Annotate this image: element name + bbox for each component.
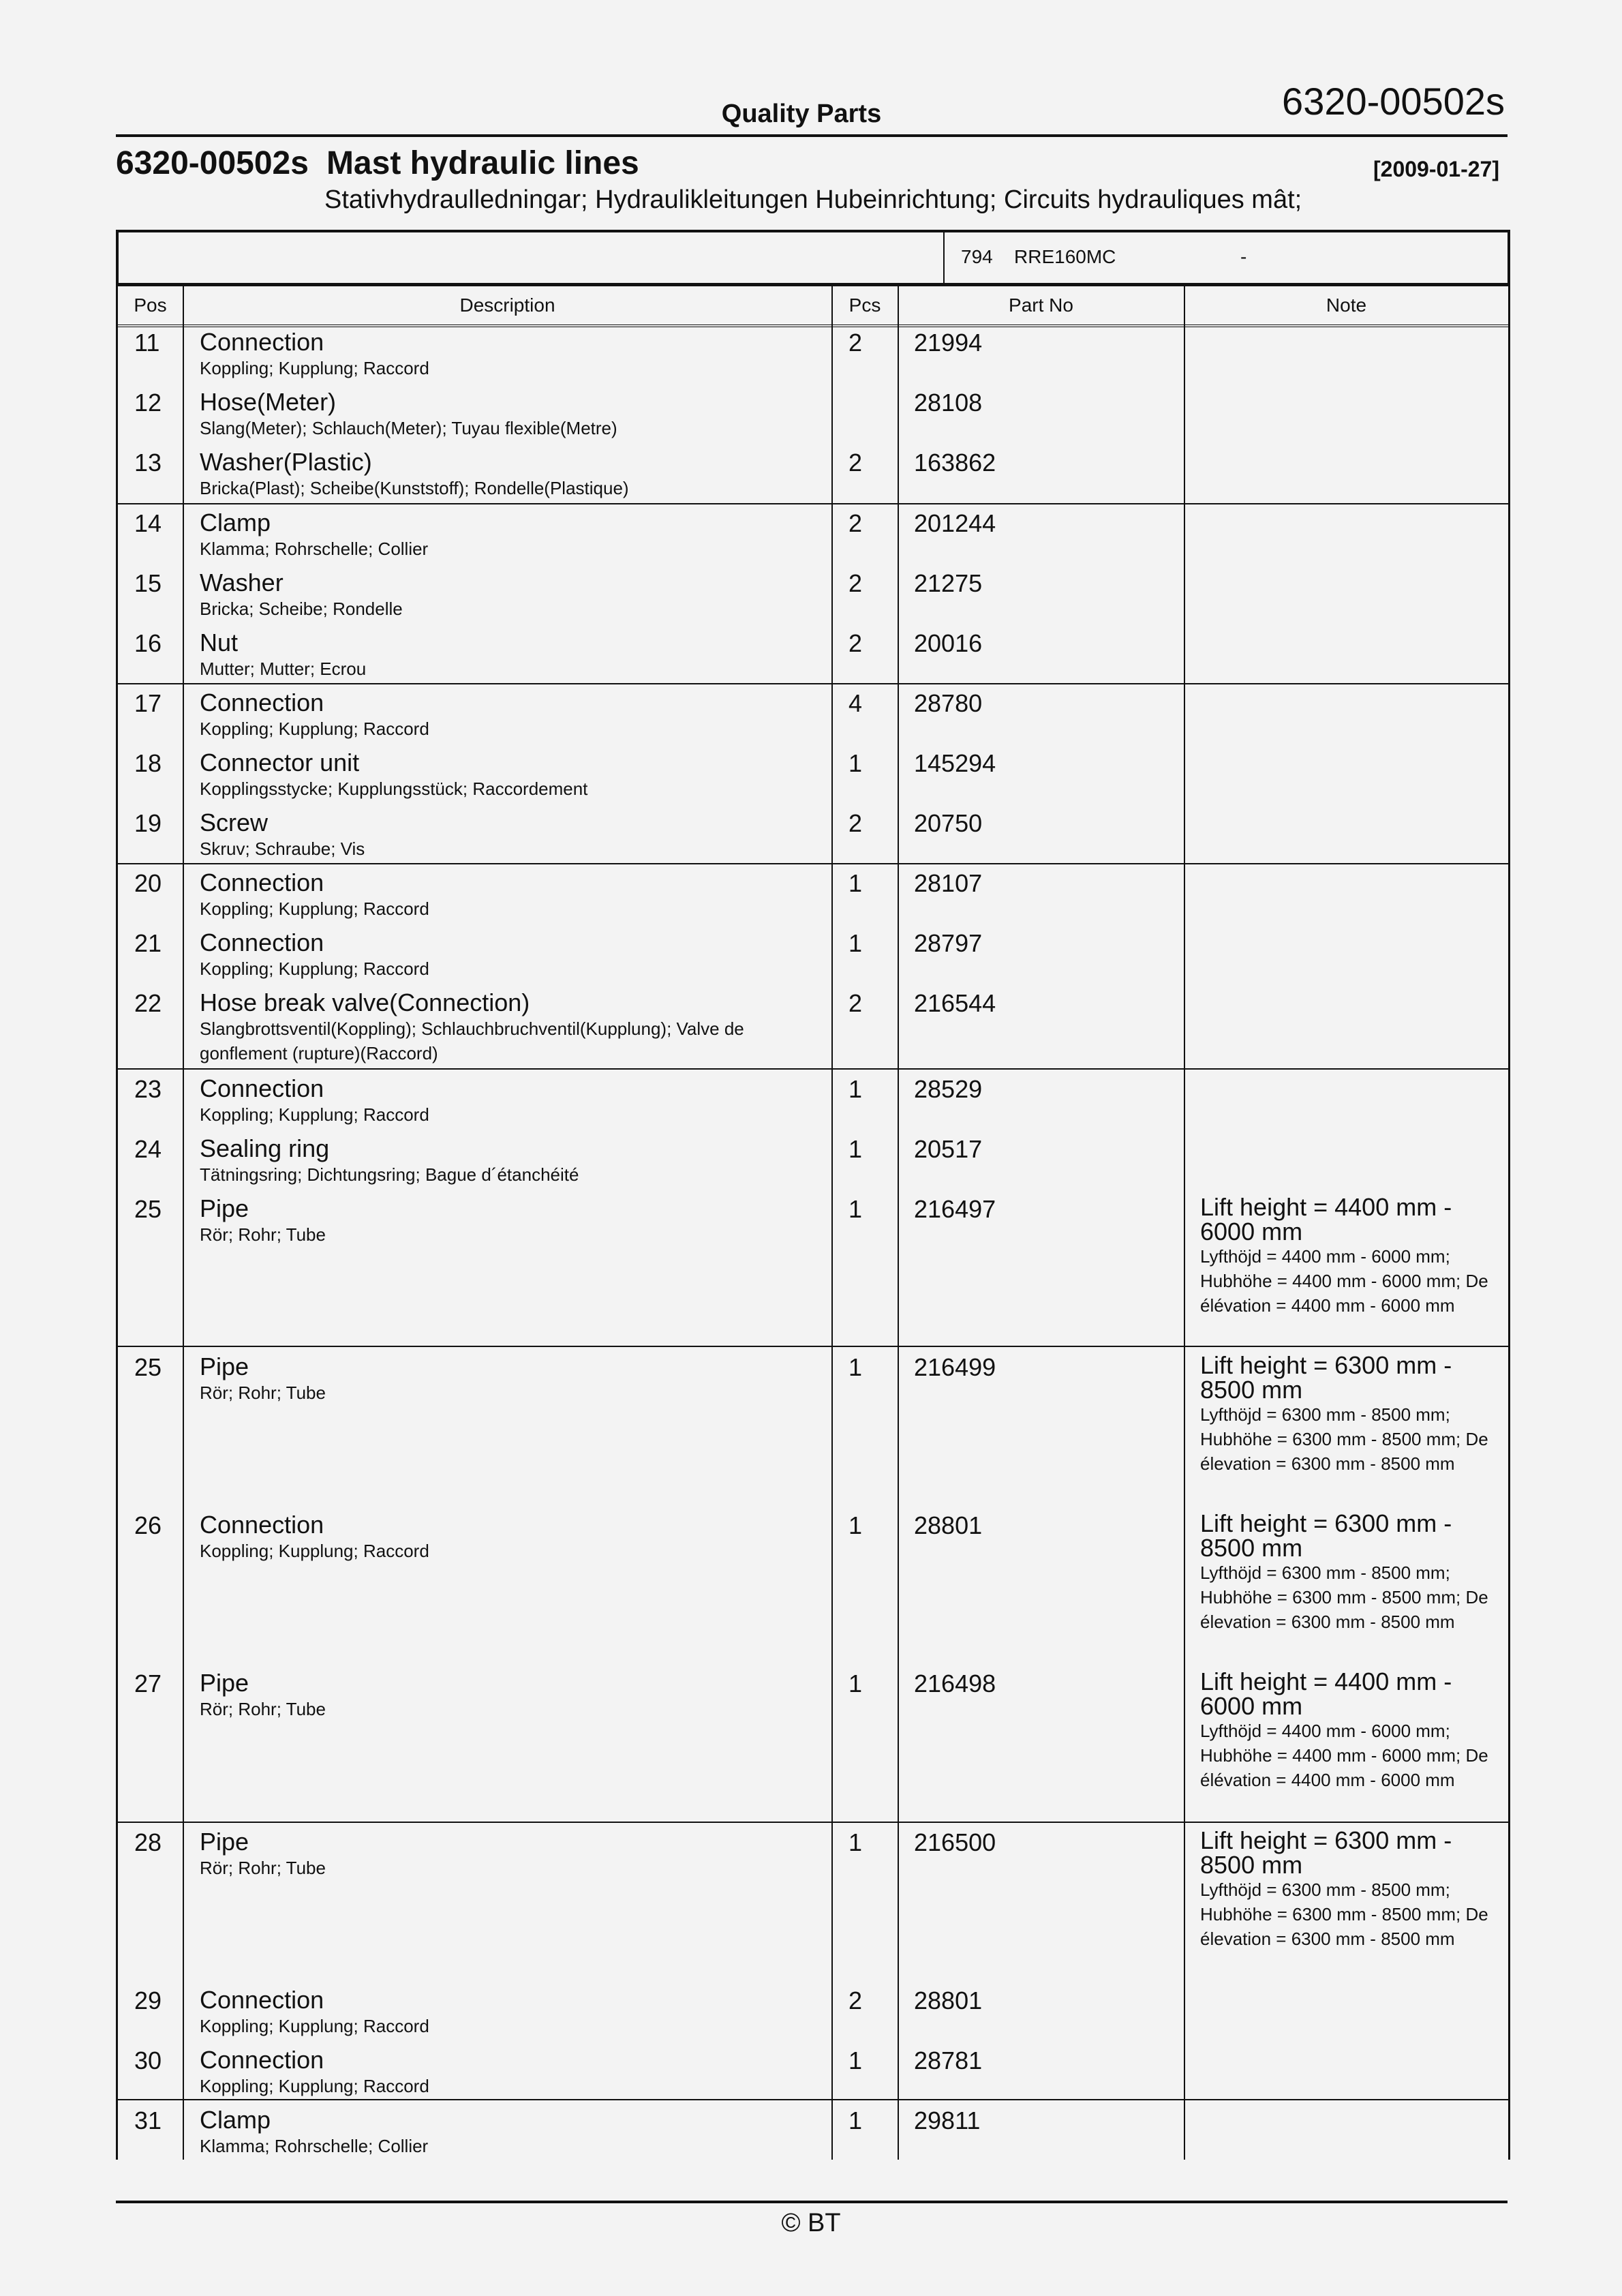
- cell-part-no: 216500: [914, 1828, 996, 1856]
- description-main: Connection: [200, 689, 324, 716]
- description-main: Connection: [200, 2046, 324, 2074]
- description-main: Connection: [200, 1986, 324, 2014]
- description-translations: Rör; Rohr; Tube: [200, 1383, 326, 1403]
- cell-pcs: 1: [848, 1670, 863, 1697]
- note-main: Lift height = 4400 mm - 6000 mm: [1200, 1193, 1452, 1245]
- group-separator: [118, 1346, 1508, 1347]
- cell-pos: 16: [134, 629, 162, 657]
- note-translations: Lyfthöjd = 4400 mm - 6000 mm; Hubhöhe = 4400 mm - 6000 mm; De élévation = 4400 mm - 6000 mm: [1200, 1721, 1488, 1790]
- col-line-pos: [183, 284, 184, 2160]
- cell-part-no: 28780: [914, 689, 983, 717]
- note-main: Lift height = 6300 mm - 8500 mm: [1200, 1351, 1452, 1404]
- description-translations: Bricka; Scheibe; Rondelle: [200, 599, 403, 619]
- cell-pcs: 2: [848, 629, 863, 657]
- cell-description: [200, 629, 813, 681]
- cell-pcs: 4: [848, 689, 863, 717]
- cell-pcs: 1: [848, 749, 863, 777]
- description-translations: Rör; Rohr; Tube: [200, 1858, 326, 1878]
- cell-pos: 12: [134, 389, 162, 417]
- doc-subtitle: Stativhydraulledningar; Hydraulikleitungen Hubeinrichtung; Circuits hydrauliques mât;: [324, 185, 1302, 214]
- cell-pos: 20: [134, 869, 162, 897]
- col-line-pcs: [898, 284, 899, 2160]
- cell-pcs: 1: [848, 1353, 863, 1381]
- group-separator: [118, 863, 1508, 864]
- group-separator: [118, 503, 1508, 504]
- cell-pos: 25: [134, 1195, 162, 1223]
- cell-pcs: 1: [848, 1075, 863, 1103]
- cell-pos: 25: [134, 1353, 162, 1381]
- parts-table: [116, 284, 1510, 2160]
- description-translations: Slangbrottsventil(Koppling); Schlauchbruchventil(Kupplung); Valve de gonflement (rupture)(Raccord): [200, 1018, 744, 1063]
- th-pcs: Pcs: [848, 294, 881, 316]
- cell-description: [200, 1987, 813, 2038]
- cell-pos: 30: [134, 2046, 162, 2074]
- cell-part-no: 20750: [914, 809, 983, 837]
- cell-pcs: 1: [848, 869, 863, 897]
- description-main: Connection: [200, 868, 324, 896]
- description-main: Clamp: [200, 509, 271, 537]
- description-main: Connection: [200, 1511, 324, 1539]
- col-line-part: [1184, 284, 1185, 2160]
- cell-description: [200, 569, 813, 621]
- cell-part-no: 28529: [914, 1075, 983, 1103]
- description-main: Washer(Plastic): [200, 448, 372, 476]
- cell-pcs: 2: [848, 989, 863, 1017]
- cell-pos: 14: [134, 509, 162, 537]
- description-translations: Mutter; Mutter; Ecrou: [200, 659, 367, 679]
- group-separator: [118, 683, 1508, 684]
- cell-description: [200, 509, 813, 561]
- cell-pcs: 2: [848, 1987, 863, 2014]
- description-main: Hose(Meter): [200, 388, 337, 416]
- col-line-desc: [831, 284, 833, 2160]
- table-header: [118, 284, 1508, 327]
- cell-pcs: 2: [848, 449, 863, 477]
- cell-description: [200, 2106, 813, 2158]
- cell-part-no: 216498: [914, 1670, 996, 1697]
- page-header-code: 6320-00502s: [1282, 80, 1505, 123]
- cell-pos: 17: [134, 689, 162, 717]
- description-main: Washer: [200, 569, 284, 596]
- description-translations: Kopplingsstycke; Kupplungsstück; Raccordement: [200, 779, 588, 799]
- cell-note: [1200, 1828, 1500, 1951]
- cell-pos: 27: [134, 1670, 162, 1697]
- cell-part-no: 201244: [914, 509, 996, 537]
- description-translations: Koppling; Kupplung; Raccord: [200, 358, 429, 378]
- note-main: Lift height = 6300 mm - 8500 mm: [1200, 1509, 1452, 1562]
- cell-description: [200, 1828, 813, 1880]
- description-main: Hose break valve(Connection): [200, 988, 530, 1016]
- description-main: Connector unit: [200, 749, 360, 776]
- cell-note: [1200, 1667, 1500, 1792]
- header-rule: [116, 134, 1508, 137]
- cell-part-no: 216499: [914, 1353, 996, 1381]
- cell-pos: 15: [134, 569, 162, 597]
- cell-part-no: 216497: [914, 1195, 996, 1223]
- cell-part-no: 163862: [914, 449, 996, 477]
- cell-pcs: 2: [848, 569, 863, 597]
- description-translations: Skruv; Schraube; Vis: [200, 839, 365, 859]
- doc-title-text: Mast hydraulic lines: [326, 145, 639, 181]
- model-box: [116, 230, 1510, 286]
- cell-pos: 22: [134, 989, 162, 1017]
- note-translations: Lyfthöjd = 6300 mm - 8500 mm; Hubhöhe = 6300 mm - 8500 mm; De élevation = 6300 mm - 8500 mm: [1200, 1879, 1488, 1949]
- cell-part-no: 20517: [914, 1135, 983, 1163]
- note-translations: Lyfthöjd = 6300 mm - 8500 mm; Hubhöhe = 6300 mm - 8500 mm; De élevation = 6300 mm - 8500 mm: [1200, 1562, 1488, 1632]
- description-translations: Koppling; Kupplung; Raccord: [200, 719, 429, 739]
- description-main: Connection: [200, 1074, 324, 1102]
- description-translations: Koppling; Kupplung; Raccord: [200, 1541, 429, 1561]
- cell-pos: 28: [134, 1828, 162, 1856]
- cell-description: [200, 809, 813, 861]
- description-translations: Koppling; Kupplung; Raccord: [200, 898, 429, 919]
- cell-part-no: 28781: [914, 2046, 983, 2074]
- description-main: Pipe: [200, 1828, 249, 1856]
- cell-part-no: 28797: [914, 929, 983, 957]
- description-main: Pipe: [200, 1194, 249, 1222]
- cell-description: [200, 449, 813, 500]
- description-translations: Koppling; Kupplung; Raccord: [200, 958, 429, 979]
- cell-part-no: 28801: [914, 1511, 983, 1539]
- cell-description: [200, 1075, 813, 1127]
- cell-pcs: 2: [848, 809, 863, 837]
- doc-title: [116, 145, 639, 182]
- page-header-title: Quality Parts: [721, 100, 882, 128]
- footer-rule: [116, 2201, 1508, 2203]
- cell-pcs: 1: [848, 929, 863, 957]
- cell-pcs: 1: [848, 1135, 863, 1163]
- cell-description: [200, 1511, 813, 1563]
- cell-description: [200, 689, 813, 741]
- cell-part-no: 28107: [914, 869, 983, 897]
- note-main: Lift height = 4400 mm - 6000 mm: [1200, 1667, 1452, 1720]
- cell-pos: 18: [134, 749, 162, 777]
- description-translations: Tätningsring; Dichtungsring; Bague d´étanchéité: [200, 1164, 579, 1185]
- cell-pcs: 1: [848, 1511, 863, 1539]
- cell-description: [200, 1195, 813, 1247]
- model-box-divider: [943, 232, 945, 283]
- cell-description: [200, 329, 813, 380]
- cell-pos: 13: [134, 449, 162, 477]
- cell-description: [200, 989, 813, 1066]
- cell-description: [200, 2046, 813, 2098]
- description-main: Clamp: [200, 2106, 271, 2134]
- description-translations: Slang(Meter); Schlauch(Meter); Tuyau flexible(Metre): [200, 418, 617, 438]
- cell-description: [200, 1670, 813, 1721]
- description-translations: Bricka(Plast); Scheibe(Kunststoff); Rondelle(Plastique): [200, 478, 629, 498]
- cell-pcs: 1: [848, 1828, 863, 1856]
- cell-pos: 29: [134, 1987, 162, 2014]
- cell-pos: 11: [134, 329, 160, 357]
- cell-description: [200, 929, 813, 981]
- doc-title-code: 6320-00502s: [116, 145, 309, 181]
- cell-description: [200, 389, 813, 440]
- cell-part-no: 28108: [914, 389, 983, 417]
- group-separator: [118, 2099, 1508, 2100]
- description-translations: Klamma; Rohrschelle; Collier: [200, 539, 429, 559]
- description-main: Nut: [200, 629, 239, 656]
- note-translations: Lyfthöjd = 4400 mm - 6000 mm; Hubhöhe = 4400 mm - 6000 mm; De élévation = 4400 mm - 6000 mm: [1200, 1246, 1488, 1316]
- description-main: Screw: [200, 809, 269, 836]
- cell-pos: 21: [134, 929, 162, 957]
- cell-pcs: 1: [848, 2046, 863, 2074]
- cell-pos: 31: [134, 2106, 162, 2134]
- description-main: Connection: [200, 928, 324, 956]
- cell-pos: 23: [134, 1075, 162, 1103]
- model-name: RRE160MC: [1014, 246, 1116, 267]
- group-separator: [118, 1822, 1508, 1823]
- doc-date: [2009-01-27]: [1373, 157, 1499, 181]
- description-translations: Koppling; Kupplung; Raccord: [200, 2016, 429, 2036]
- cell-part-no: 20016: [914, 629, 983, 657]
- cell-part-no: 29811: [914, 2106, 981, 2134]
- cell-note: [1200, 1511, 1500, 1634]
- cell-part-no: 21994: [914, 329, 983, 357]
- th-description: Description: [459, 294, 555, 316]
- cell-pcs: 2: [848, 329, 863, 357]
- cell-pos: 26: [134, 1511, 162, 1539]
- cell-part-no: 21275: [914, 569, 983, 597]
- cell-description: [200, 1135, 813, 1187]
- description-translations: Klamma; Rohrschelle; Collier: [200, 2136, 429, 2156]
- description-main: Pipe: [200, 1353, 249, 1380]
- note-main: Lift height = 6300 mm - 8500 mm: [1200, 1826, 1452, 1879]
- model-dash: -: [1240, 246, 1247, 267]
- model-number: 794: [961, 246, 993, 267]
- group-separator: [118, 1068, 1508, 1070]
- cell-pcs: 2: [848, 509, 863, 537]
- cell-pos: 19: [134, 809, 162, 837]
- description-translations: Rör; Rohr; Tube: [200, 1699, 326, 1719]
- cell-description: [200, 1353, 813, 1405]
- cell-part-no: 216544: [914, 989, 996, 1017]
- description-main: Connection: [200, 328, 324, 356]
- note-translations: Lyfthöjd = 6300 mm - 8500 mm; Hubhöhe = 6300 mm - 8500 mm; De élevation = 6300 mm - 8500 mm: [1200, 1404, 1488, 1474]
- cell-pcs: 1: [848, 2106, 863, 2134]
- cell-note: [1200, 1353, 1500, 1476]
- description-translations: Koppling; Kupplung; Raccord: [200, 2076, 429, 2096]
- th-part-no: Part No: [1009, 294, 1073, 316]
- cell-note: [1200, 1195, 1500, 1318]
- cell-description: [200, 749, 813, 801]
- footer-copyright: © BT: [781, 2209, 841, 2237]
- description-translations: Rör; Rohr; Tube: [200, 1224, 326, 1245]
- cell-description: [200, 869, 813, 921]
- th-note: Note: [1326, 294, 1367, 316]
- description-translations: Koppling; Kupplung; Raccord: [200, 1104, 429, 1125]
- cell-pcs: 1: [848, 1195, 863, 1223]
- cell-part-no: 28801: [914, 1987, 983, 2014]
- cell-pos: 24: [134, 1135, 162, 1163]
- description-main: Pipe: [200, 1669, 249, 1697]
- description-main: Sealing ring: [200, 1134, 330, 1162]
- th-pos: Pos: [134, 294, 167, 316]
- cell-part-no: 145294: [914, 749, 996, 777]
